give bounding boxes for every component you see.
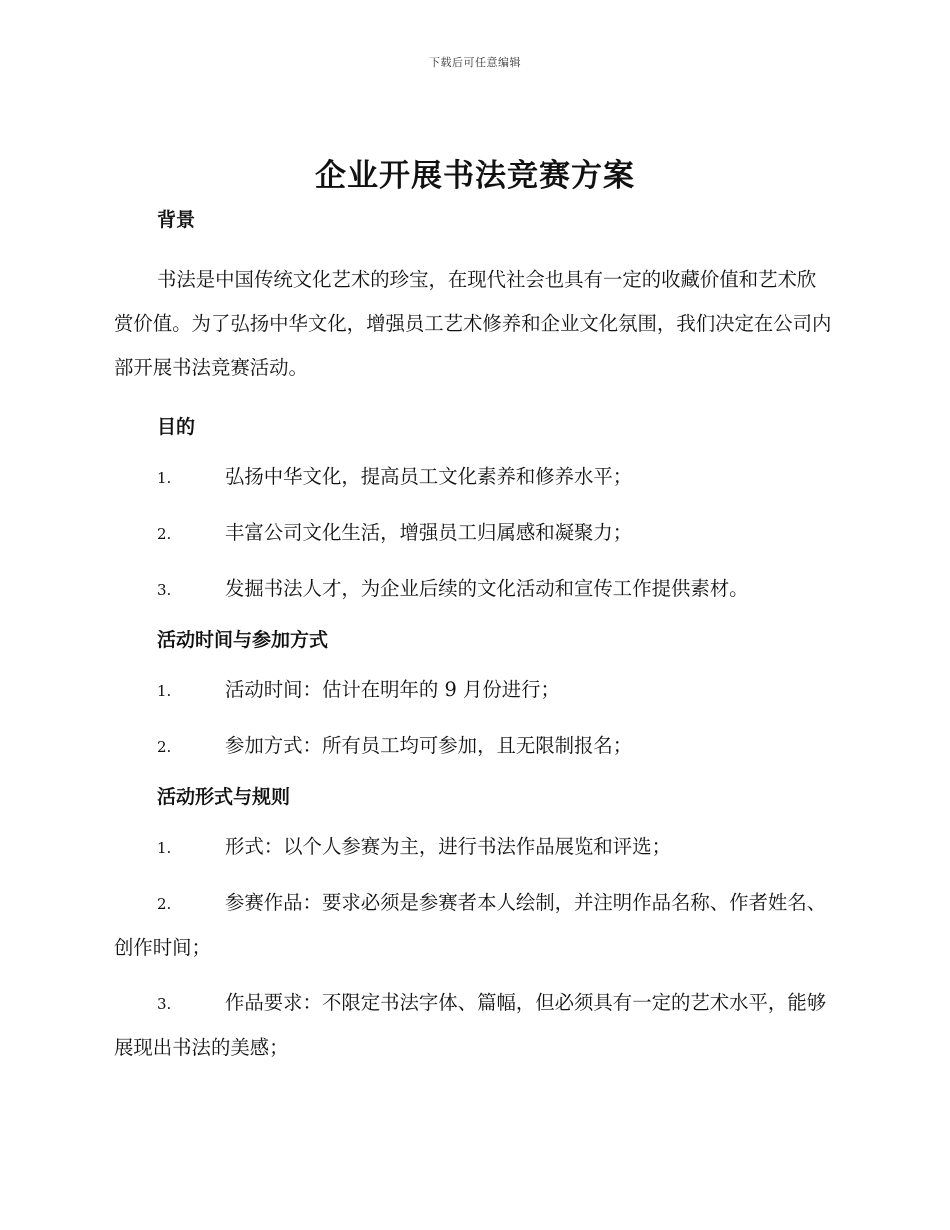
list-item — [114, 455, 834, 500]
section-heading-format-rules: 活动形式与规则 — [157, 786, 291, 808]
list-number: 2. — [157, 895, 172, 913]
list-item — [114, 881, 834, 970]
section-heading-time-participation: 活动时间与参加方式 — [157, 629, 329, 651]
list-item — [114, 511, 834, 556]
list-number: 1. — [157, 682, 172, 700]
list-item — [114, 567, 834, 612]
list-item-text: 发掘书法人才，为企业后续的文化活动和宣传工作提供素材。 — [225, 577, 749, 600]
list-number: 3. — [157, 995, 172, 1013]
header-note: 下载后可任意编辑 — [429, 56, 521, 69]
list-number: 2. — [157, 525, 172, 543]
document-title: 企业开展书法竞赛方案 — [315, 158, 635, 194]
document-body — [114, 203, 834, 1070]
list-item — [114, 668, 834, 713]
list-item — [114, 724, 834, 769]
list-item-text: 形式：以个人参赛为主，进行书法作品展览和评选； — [225, 835, 671, 858]
list-item-text: 参赛作品：要求必须是参赛者本人绘制，并注明作品名称、作者姓名、创作时间； — [114, 891, 827, 959]
list-number: 1. — [157, 839, 172, 857]
list-number: 1. — [157, 469, 172, 487]
background-paragraph: 书法是中国传统文化艺术的珍宝，在现代社会也具有一定的收藏价值和艺术欣赏价值。为了弘扬中华文化，增强员工艺术修养和企业文化氛围，我们决定在公司内部开展书法竞赛活动。 — [114, 268, 832, 379]
section-heading-background: 背景 — [157, 209, 196, 231]
list-item — [114, 825, 834, 870]
list-item-text: 活动时间：估计在明年的 9 月份进行； — [225, 678, 560, 701]
list-item-text: 弘扬中华文化，提高员工文化素养和修养水平； — [225, 465, 633, 488]
list-item-text: 参加方式：所有员工均可参加，且无限制报名； — [225, 734, 633, 757]
list-item — [114, 981, 834, 1070]
list-item-text: 丰富公司文化生活，增强员工归属感和凝聚力； — [225, 521, 633, 544]
list-number: 2. — [157, 738, 172, 756]
section-heading-purpose: 目的 — [157, 416, 196, 438]
list-item-text: 作品要求：不限定书法字体、篇幅，但必须具有一定的艺术水平，能够展现出书法的美感； — [114, 991, 827, 1059]
list-number: 3. — [157, 581, 172, 599]
